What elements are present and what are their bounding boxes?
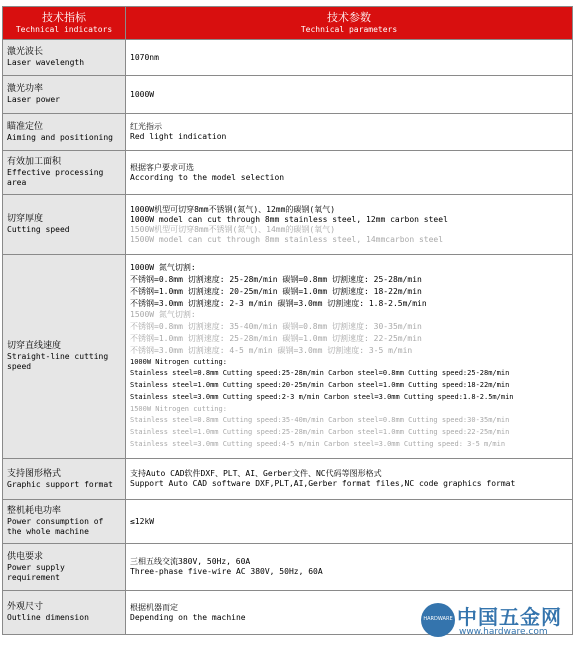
value-line: 不锈钢=3.0mm 切割速度: 2-3 m/min 碳钢=3.0mm 切割速度: 1.8-2.5m/min (130, 298, 427, 308)
value-line: 1000W 氮气切割: (130, 263, 196, 273)
value-line: 不锈钢=0.8mm 切割速度: 25-28m/min 碳钢=0.8mm 切割速度: 25-28m/min (130, 274, 422, 284)
value-line: 根据机器而定 (130, 602, 178, 612)
label-en: Straight-line cutting speed (7, 352, 109, 371)
value-line: Support Auto CAD software DXF,PLT,AI,Gerber format files,NC code graphics format (130, 479, 516, 488)
value-line: Stainless steel=3.0mm Cutting speed:2-3 m/min Carbon steel=3.0mm Cutting speed:1.8-2.5m/min (130, 392, 514, 401)
label-cell (3, 114, 126, 151)
hardware-logo-icon (421, 603, 455, 637)
value-line: 不锈钢=1.0mm 切割速度: 20-25m/min 碳钢=1.0mm 切割速度: 18-22m/min (130, 286, 422, 296)
label-cell (3, 500, 126, 544)
label-en: Outline dimension (7, 613, 89, 622)
value-line-muted: 1500W机型可切穿8mm不锈钢(氮气)、14mm的碳钢(氧气) (130, 224, 336, 234)
value-line: Stainless steel=1.0mm Cutting speed:20-25m/min Carbon steel=1.0mm Cutting speed:18-22m/min (130, 381, 510, 390)
value-line-muted: 1500W model can cut through 8mm stainless steel, 14mmcarbon steel (130, 234, 444, 244)
row-cutting-speed (3, 255, 573, 459)
label-zh: 激光波长 (7, 47, 44, 57)
value-line: 1000W Nitrogen cutting: (130, 357, 227, 366)
label-cell (3, 255, 126, 459)
row-power-supply (3, 544, 573, 591)
value-cell (126, 195, 573, 255)
value-line: 1000W model can cut through 8mm stainless steel, 12mm carbon steel (130, 214, 448, 224)
row-power-consumption (3, 500, 573, 544)
header-indicators (3, 7, 126, 40)
value-line: Three-phase five-wire AC 380V, 50Hz, 60A (130, 567, 323, 576)
label-en: Aiming and positioning (7, 132, 113, 142)
label-en: Laser power (7, 95, 60, 104)
value-cell (126, 255, 573, 459)
label-en: Laser wavelength (7, 58, 85, 67)
header-parameters (126, 7, 573, 40)
label-en: Cutting speed (7, 225, 70, 234)
label-zh: 整机耗电功率 (7, 506, 62, 516)
row-effective-area (3, 151, 573, 195)
value-line: Stainless steel=0.8mm Cutting speed:25-28m/min Carbon steel=0.8mm Cutting speed:25-28m/min (130, 369, 510, 378)
label-cell (3, 40, 126, 76)
header-parameters-zh: 技术参数 (327, 11, 371, 24)
value-line: 1070nm (130, 52, 159, 62)
label-zh: 激光功率 (7, 84, 44, 94)
label-cell (3, 544, 126, 591)
row-cutting-thickness (3, 195, 573, 255)
row-laser-power (3, 76, 573, 114)
value-cell (126, 151, 573, 195)
table-header (3, 7, 573, 40)
spec-table (2, 6, 573, 635)
value-line-muted: 不锈钢=3.0mm 切割速度: 4-5 m/min 碳钢=3.0mm 切割速度: 3-5 m/min (130, 345, 413, 355)
value-line-muted: 1500W 氮气切割: (130, 310, 196, 320)
value-line: 支持Auto CAD软件DXF、PLT、AI、Gerber文件、NC代码等图形格式 (130, 469, 382, 478)
value-cell (126, 459, 573, 500)
watermark-url: www.hardware.com (459, 627, 548, 637)
value-line-muted: Stainless steel=3.0mm Cutting speed:4-5 m/min Carbon steel=3.0mm Cutting speed: 3-5 m/min (130, 440, 506, 449)
label-cell (3, 76, 126, 114)
value-line-muted: 不锈钢=1.0mm 切割速度: 25-28m/min 碳钢=1.0mm 切割速度: 22-25m/min (130, 333, 422, 343)
label-en: Graphic support format (7, 479, 113, 489)
value-line: 三相五线交流380V, 50Hz, 60A (130, 557, 251, 566)
header-parameters-en: Technical parameters (300, 25, 398, 34)
label-zh: 支持图形格式 (7, 468, 62, 479)
header-indicators-zh: 技术指标 (42, 11, 86, 24)
value-line: Depending on the machine (130, 612, 246, 622)
value-line: 1000W机型可切穿8mm不锈钢(氮气)、12mm的碳钢(氧气) (130, 204, 336, 214)
watermark-logo-text: HARDWARE (423, 616, 453, 622)
value-cell (126, 76, 573, 114)
value-line-muted: Stainless steel=1.0mm Cutting speed:25-28m/min Carbon steel=1.0mm Cutting speed:22-25m/min (130, 428, 510, 437)
row-aiming-positioning (3, 114, 573, 151)
label-zh: 切穿直线速度 (7, 341, 62, 351)
label-zh: 切穿厚度 (7, 214, 44, 224)
label-en: Effective processing area (7, 168, 104, 187)
label-en: Power consumption of the whole machine (7, 517, 104, 536)
value-line: 根据客户要求可选 (130, 162, 194, 172)
value-cell (126, 114, 573, 151)
value-line: Red light indication (130, 132, 227, 141)
watermark-brand: 中国五金网 (457, 605, 562, 629)
label-zh: 瞄准定位 (7, 121, 44, 132)
header-indicators-en: Technical indicators (15, 25, 113, 34)
label-cell (3, 591, 126, 635)
value-line: 红光指示 (130, 122, 162, 131)
value-line: According to the model selection (130, 172, 285, 182)
value-cell (126, 500, 573, 544)
value-cell (126, 544, 573, 591)
value-line-muted: 1500W Nitrogen cutting: (130, 404, 227, 413)
hardware-watermark (421, 601, 569, 645)
label-zh: 外观尺寸 (7, 602, 44, 612)
label-cell (3, 195, 126, 255)
label-zh: 有效加工面积 (7, 157, 62, 167)
label-zh: 供电要求 (7, 551, 44, 562)
value-line-muted: 不锈钢=0.8mm 切割速度: 35-40m/min 碳钢=0.8mm 切割速度: 30-35m/min (130, 322, 422, 332)
label-en: Power supply requirement (7, 562, 65, 582)
value-line: 1000W (130, 89, 155, 99)
value-cell (126, 40, 573, 76)
label-cell (3, 459, 126, 500)
value-line-muted: Stainless steel=0.8mm Cutting speed:35-40m/min Carbon steel=0.8mm Cutting speed:30-35m/min (130, 416, 510, 425)
row-laser-wavelength (3, 40, 573, 76)
row-graphic-format (3, 459, 573, 500)
value-line: ≤12kW (130, 516, 155, 526)
label-cell (3, 151, 126, 195)
